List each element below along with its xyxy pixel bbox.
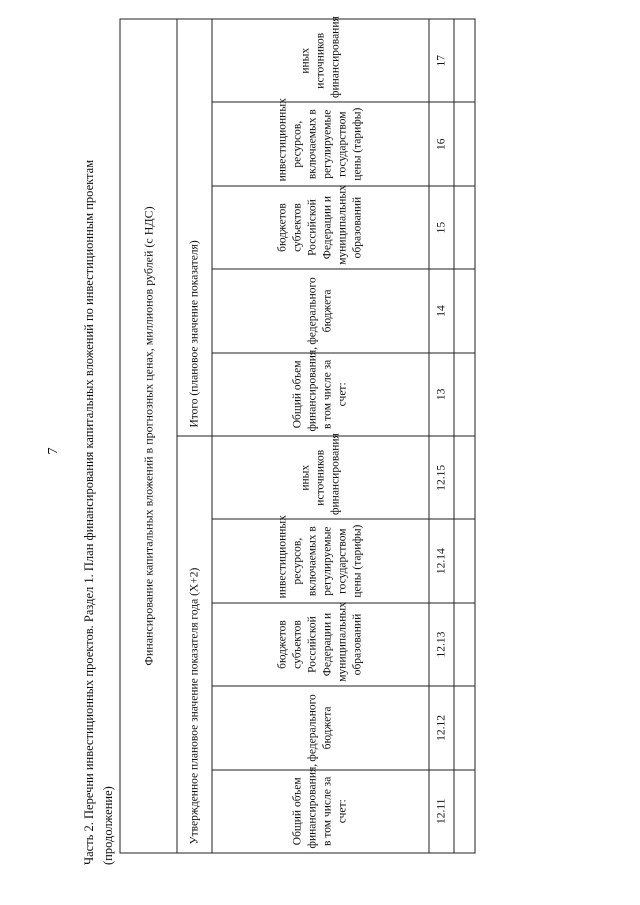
column-header: Общий объем финансирования, в том числе за счет: xyxy=(212,352,429,435)
column-number: 14 xyxy=(429,269,454,352)
table-cell xyxy=(454,269,475,352)
column-number: 12.15 xyxy=(429,436,454,519)
table-cell xyxy=(454,686,475,769)
empty-data-row xyxy=(454,19,475,853)
section-heading xyxy=(80,53,122,865)
column-header: инвестиционных ресурсов, включаемых в регулируемые государством цены (тарифы) xyxy=(212,102,429,185)
column-header: Общий объем финансирования, в том числе за счет: xyxy=(212,769,429,852)
table-cell xyxy=(454,102,475,185)
financing-table xyxy=(119,15,475,853)
column-number: 16 xyxy=(429,102,454,185)
column-header: федерального бюджета xyxy=(212,269,429,352)
column-number: 12.12 xyxy=(429,686,454,769)
page-number: 7 xyxy=(46,447,61,455)
column-header: федерального бюджета xyxy=(212,686,429,769)
main-header: Финансирование капитальных вложений в прогнозных ценах, миллионов рублей (с НДС) xyxy=(120,19,177,853)
financing-table-frame xyxy=(119,15,461,853)
column-number: 15 xyxy=(429,185,454,268)
table-cell xyxy=(454,436,475,519)
heading-line-1: Часть 2. Перечни инвестиционных проектов. Раздел 1. План финансирования капитальных вложений по инвестиционным проектам xyxy=(82,159,96,865)
column-number: 12.13 xyxy=(429,602,454,685)
column-header: иных источников финансирования xyxy=(212,19,429,102)
column-number: 13 xyxy=(429,352,454,435)
column-header: иных источников финансирования xyxy=(212,436,429,519)
table-cell xyxy=(454,519,475,602)
column-number-row xyxy=(429,19,454,853)
group-header-year: Утвержденное плановое значение показателя года (X+2) xyxy=(177,436,212,853)
column-number: 12.11 xyxy=(429,769,454,852)
column-header: инвестиционных ресурсов, включаемых в регулируемые государством цены (тарифы) xyxy=(212,519,429,602)
column-header-row xyxy=(212,19,429,853)
table-cell xyxy=(454,352,475,435)
table-cell xyxy=(454,19,475,102)
heading-line-2: (продолжение) xyxy=(101,786,115,865)
table-cell xyxy=(454,602,475,685)
column-header: бюджетов субъектов Российской Федерации и муниципальных образований xyxy=(212,185,429,268)
column-number: 12.14 xyxy=(429,519,454,602)
table-cell xyxy=(454,769,475,852)
group-header-total: Итого (плановое значение показателя) xyxy=(177,19,212,436)
column-number: 17 xyxy=(429,19,454,102)
column-header: бюджетов субъектов Российской Федерации и муниципальных образований xyxy=(212,602,429,685)
table-cell xyxy=(454,185,475,268)
